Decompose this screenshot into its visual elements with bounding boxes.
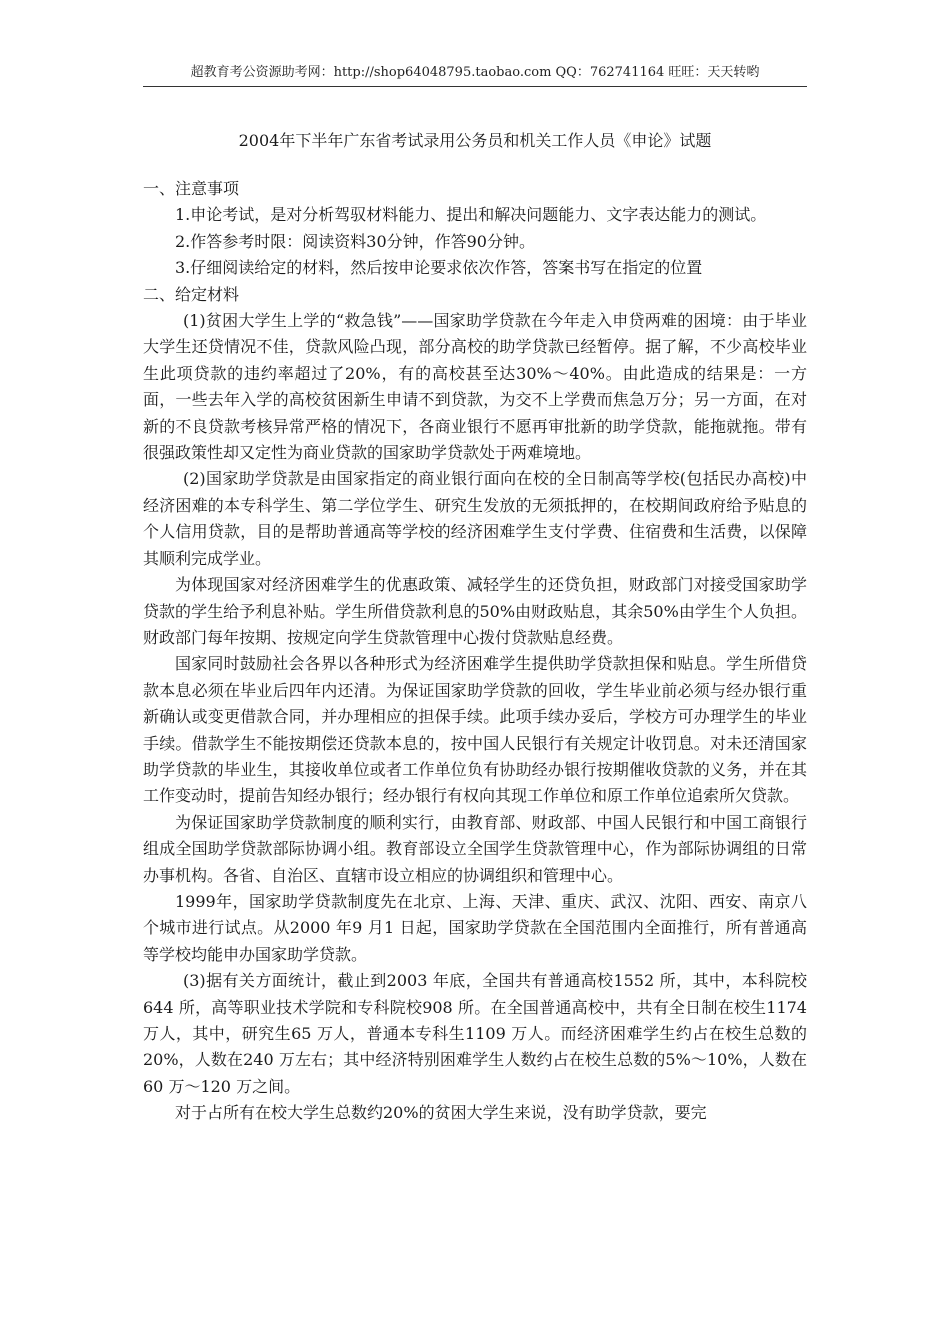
material-paragraph: 1999年，国家助学贷款制度先在北京、上海、天津、重庆、武汉、沈阳、西安、南京八个城市进行试点。从2000 年9 月1 日起，国家助学贷款在全国范围内全面推行，所有普通高等学校均能申办国家助学贷款。 xyxy=(143,891,807,964)
material-paragraph: 对于占所有在校大学生总数约20%的贫困大学生来说，没有助学贷款，要完 xyxy=(175,1103,707,1123)
material-paragraph: (3)据有关方面统计，截止到2003 年底，全国共有普通高校1552 所，其中，本科院校644 所，高等职业技术学院和专科院校908 所。在全国普通高校中，共有全日制在校生1174万人，其中，研究生65 万人，普通本专科生1109 万人。而经济困难学生约占在校生总数的20%，人数在240 万左右；其中经济特别困难学生人数约占在校生总数的5%～10%，人数在60 万～120 万之间。 xyxy=(143,971,807,1096)
document-body xyxy=(143,176,807,1127)
notes-item: 3.仔细阅读给定的材料，然后按申论要求依次作答，答案书写在指定的位置 xyxy=(175,258,703,278)
document-title: 2004年下半年广东省考试录用公务员和机关工作人员《申论》试题 xyxy=(238,131,712,150)
notes-item: 1.申论考试，是对分析驾驭材料能力、提出和解决问题能力、文字表达能力的测试。 xyxy=(175,205,767,225)
header-divider xyxy=(143,86,807,87)
notes-item: 2.作答参考时限：阅读资料30分钟，作答90分钟。 xyxy=(175,231,535,251)
material-paragraph: 为保证国家助学贷款制度的顺利实行，由教育部、财政部、中国人民银行和中国工商银行组成全国助学贷款部际协调小组。教育部设立全国学生贷款管理中心，作为部际协调组的日常办事机构。各省、自治区、直辖市设立相应的协调组织和管理中心。 xyxy=(143,812,807,885)
section-heading-materials: 二、给定材料 xyxy=(143,284,240,304)
material-paragraph: 国家同时鼓励社会各界以各种形式为经济困难学生提供助学贷款担保和贴息。学生所借贷款本息必须在毕业后四年内还清。为保证国家助学贷款的回收，学生毕业前必须与经办银行重新确认或变更借款合同，并办理相应的担保手续。此项手续办妥后，学校方可办理学生的毕业手续。借款学生不能按期偿还贷款本息的，按中国人民银行有关规定计收罚息。对未还清国家助学贷款的毕业生，其接收单位或者工作单位负有协助经办银行按期催收贷款的义务，并在其工作变动时，提前告知经办银行；经办银行有权向其现工作单位和原工作单位追索所欠贷款。 xyxy=(143,654,807,806)
material-paragraph: (1)贫困大学生上学的“救急钱”——国家助学贷款在今年走入申贷两难的困境：由于毕业大学生还贷情况不佳，贷款风险凸现，部分高校的助学贷款已经暂停。据了解，不少高校毕业生此项贷款的违约率超过了20%，有的高校甚至达30%～40%。由此造成的结果是：一方面，一些去年入学的高校贫困新生申请不到贷款，为交不上学费而焦急万分；另一方面，在对新的不良贷款考核异常严格的情况下，各商业银行不愿再审批新的助学贷款，能拖就拖。带有很强政策性却又定性为商业贷款的国家助学贷款处于两难境地。 xyxy=(143,311,807,463)
material-paragraph: (2)国家助学贷款是由国家指定的商业银行面向在校的全日制高等学校(包括民办高校)中经济困难的本专科学生、第二学位学生、研究生发放的无须抵押的，在校期间政府给予贴息的个人信用贷款，目的是帮助普通高等学校的经济困难学生支付学费、住宿费和生活费，以保障其顺利完成学业。 xyxy=(143,469,807,568)
section-heading-notes: 一、注意事项 xyxy=(143,179,240,198)
page-header: 超教育考公资源助考网：http://shop64048795.taobao.com QQ：762741164 旺旺：天天转哟 xyxy=(190,65,760,80)
material-paragraph: 为体现国家对经济困难学生的优惠政策、减轻学生的还贷负担，财政部门对接受国家助学贷款的学生给予利息补贴。学生所借贷款利息的50%由财政贴息，其余50%由学生个人负担。财政部门每年按期、按规定向学生贷款管理中心拨付贷款贴息经费。 xyxy=(143,575,807,647)
